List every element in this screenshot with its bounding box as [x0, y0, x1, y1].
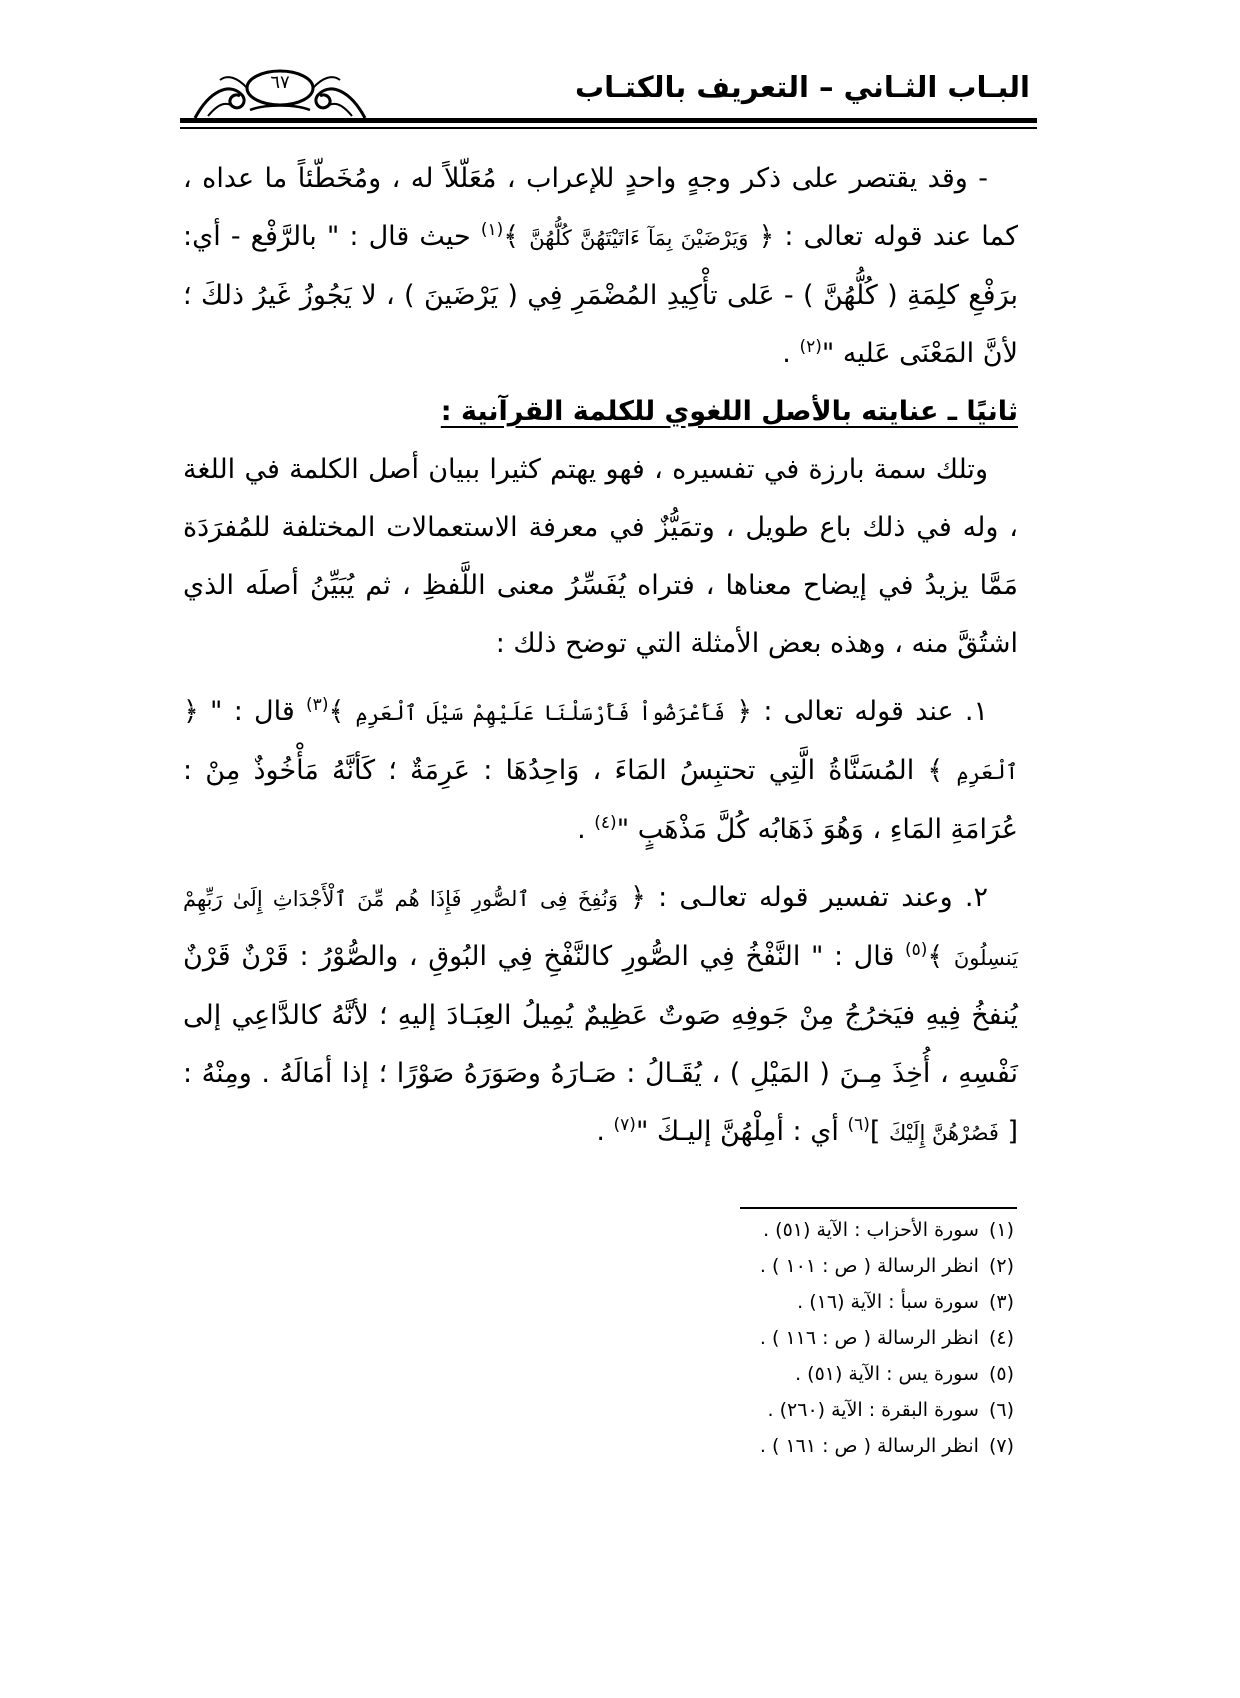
footnote: (٢)انظر الرسالة ( ص : ١٠١ ) . — [759, 1255, 1014, 1277]
page-number: ٦٧ — [270, 72, 290, 93]
page-header — [0, 0, 1240, 130]
body-text — [183, 150, 1018, 1162]
footnote-separator — [740, 1207, 1017, 1209]
quran-word: ٱلْعَرِمِ — [956, 760, 1018, 784]
footnote: (٥)سورة يس : الآية (٥١) . — [795, 1363, 1014, 1385]
footnote-ref[interactable]: (٣) — [306, 695, 329, 715]
quran-verse: وَنُفِخَ فِى ٱلصُّورِ فَإِذَا هُم مِّنَ ٱلْأَجْدَاثِ إِلَىٰ رَبِّهِمْ يَنسِلُونَ — [183, 887, 1018, 970]
footnote: (١)سورة الأحزاب : الآية (٥١) . — [763, 1219, 1014, 1241]
paragraph-example-1: ١. عند قوله تعالى : ﴿ فَأَعْرَضُواْ فَأَرْسَلْنَا عَلَيْهِمْ سَيْلَ ٱلْعَرِمِ ﴾$^{(٣)}$ قال : " ﴿ ٱلْعَرِمِ ﴾ المُسَنَّاةُ الَّتِي تحتبِسُ المَاءَ ، وَاحِدُهَا : عَرِمَةٌ ؛ كَأنَّهُ مَأْخُوذٌ مِنْ : عُرَامَةِ المَاءِ ، وَهُوَ ذَهَابُه كُلَّ مَذْهَبٍ "$^{(٤)}$ . — [183, 695, 1018, 845]
paragraph-example-2: ٢. وعند تفسير قوله تعالـى : ﴿ وَنُفِخَ فِى ٱلصُّورِ فَإِذَا هُم مِّنَ ٱلْأَجْدَاثِ إِلَىٰ رَبِّهِمْ يَنسِلُونَ ﴾$^{(٥)}$ قال : " النَّفْخُ فِي الصُّورِ كالنَّفْخِ فِي البُوقِ ، والصُّوْرُ : قَرْنٌ قَرْنٌ يُنفخُ فِيهِ فيَخرُجُ مِنْ جَوفِهِ صَوتٌ عَظِيمٌ يُمِيلُ العِبَـادَ إليهِ ؛ لأنَّهُ كالدَّاعِي إلى نَفْسِهِ ، أُخِذَ مِـنَ ( المَيْلِ ) ، يُقَـالُ : صَـارَهُ وصَوَرَهُ صَوْرًا ؛ إذا أمَالَهُ . ومِنْهُ : [ فَصُرْهُنَّ إِلَيْكَ ]$^{(٦)}$ أي : أمِلْهُنَّ إليـكَ "$^{(٧)}$ . — [183, 882, 1018, 1147]
quran-verse: وَيَرْضَيْنَ بِمَآ ءَاتَيْتَهُنَّ كُلُّهُنَّ — [529, 226, 749, 250]
footnote-ref[interactable]: (٥) — [905, 940, 928, 960]
quran-verse: فَصُرْهُنَّ إِلَيْكَ — [889, 1121, 999, 1145]
footnote-ref[interactable]: (٦) — [847, 1115, 870, 1135]
section-heading: ثانيًا ـ عنايته بالأصل اللغوي للكلمة القرآنية : — [440, 396, 1018, 427]
footnote-ref[interactable]: (٤) — [594, 813, 617, 833]
footnote-ref[interactable]: (١) — [480, 220, 504, 240]
paragraph-1: - وقد يقتصر على ذكر وجهٍ واحدٍ للإعراب ، مُعَلّلاً له ، ومُخَطّئاً ما عداه ، كما عند قوله تعالى : ﴿ وَيَرْضَيْنَ بِمَآ ءَاتَيْتَهُنَّ كُلُّهُنَّ ﴾$^{(١)}$ حيث قال : " بالرَّفْع - أي: برَفْعِ كلِمَةِ ( كُلُّهُنَّ ) - عَلى تأْكِيدِ المُضْمَرِ فِي ( يَرْضَينَ ) ، لا يَجُوزُ غَيرُ ذلكَ ؛ لأنَّ المَعْنَى عَليه "$^{(٢)}$ . — [183, 163, 1018, 369]
header-rule-thick — [180, 118, 1037, 123]
header-rule-thin — [180, 127, 1037, 129]
footnotes — [554, 1212, 1014, 1464]
chapter-title: البـاب الثـاني – التعريف بالكتـاب — [574, 70, 1030, 104]
quran-verse: فَأَعْرَضُواْ فَأَرْسَلْنَا عَلَيْهِمْ سَيْلَ ٱلْعَرِمِ — [355, 701, 726, 725]
footnote-ref[interactable]: (٢) — [799, 337, 822, 357]
footnote: (٧)انظر الرسالة ( ص : ١٦١ ) . — [759, 1435, 1014, 1457]
footnote: (٣)سورة سبأ : الآية (١٦) . — [797, 1291, 1014, 1313]
paragraph-2: وتلك سمة بارزة في تفسيره ، فهو يهتم كثيرا ببيان أصل الكلمة في اللغة ، وله في ذلك باع طويل ، وتمَيُّزٌ في معرفة الاستعمالات المختلفة للمُفرَدَة مَمَّا يزيدُ في إيضاح معناها ، فتراه يُفَسِّرُ معنى اللَّفظِ ، ثم يُبَيِّنُ أصلَه الذي اشتُقَّ منه ، وهذه بعض الأمثلة التي توضح ذلك : — [183, 454, 1018, 659]
footnote: (٦)سورة البقرة : الآية (٢٦٠) . — [767, 1399, 1014, 1421]
footnote: (٤)انظر الرسالة ( ص : ١١٦ ) . — [759, 1327, 1014, 1349]
footnote-ref[interactable]: (٧) — [613, 1115, 636, 1135]
